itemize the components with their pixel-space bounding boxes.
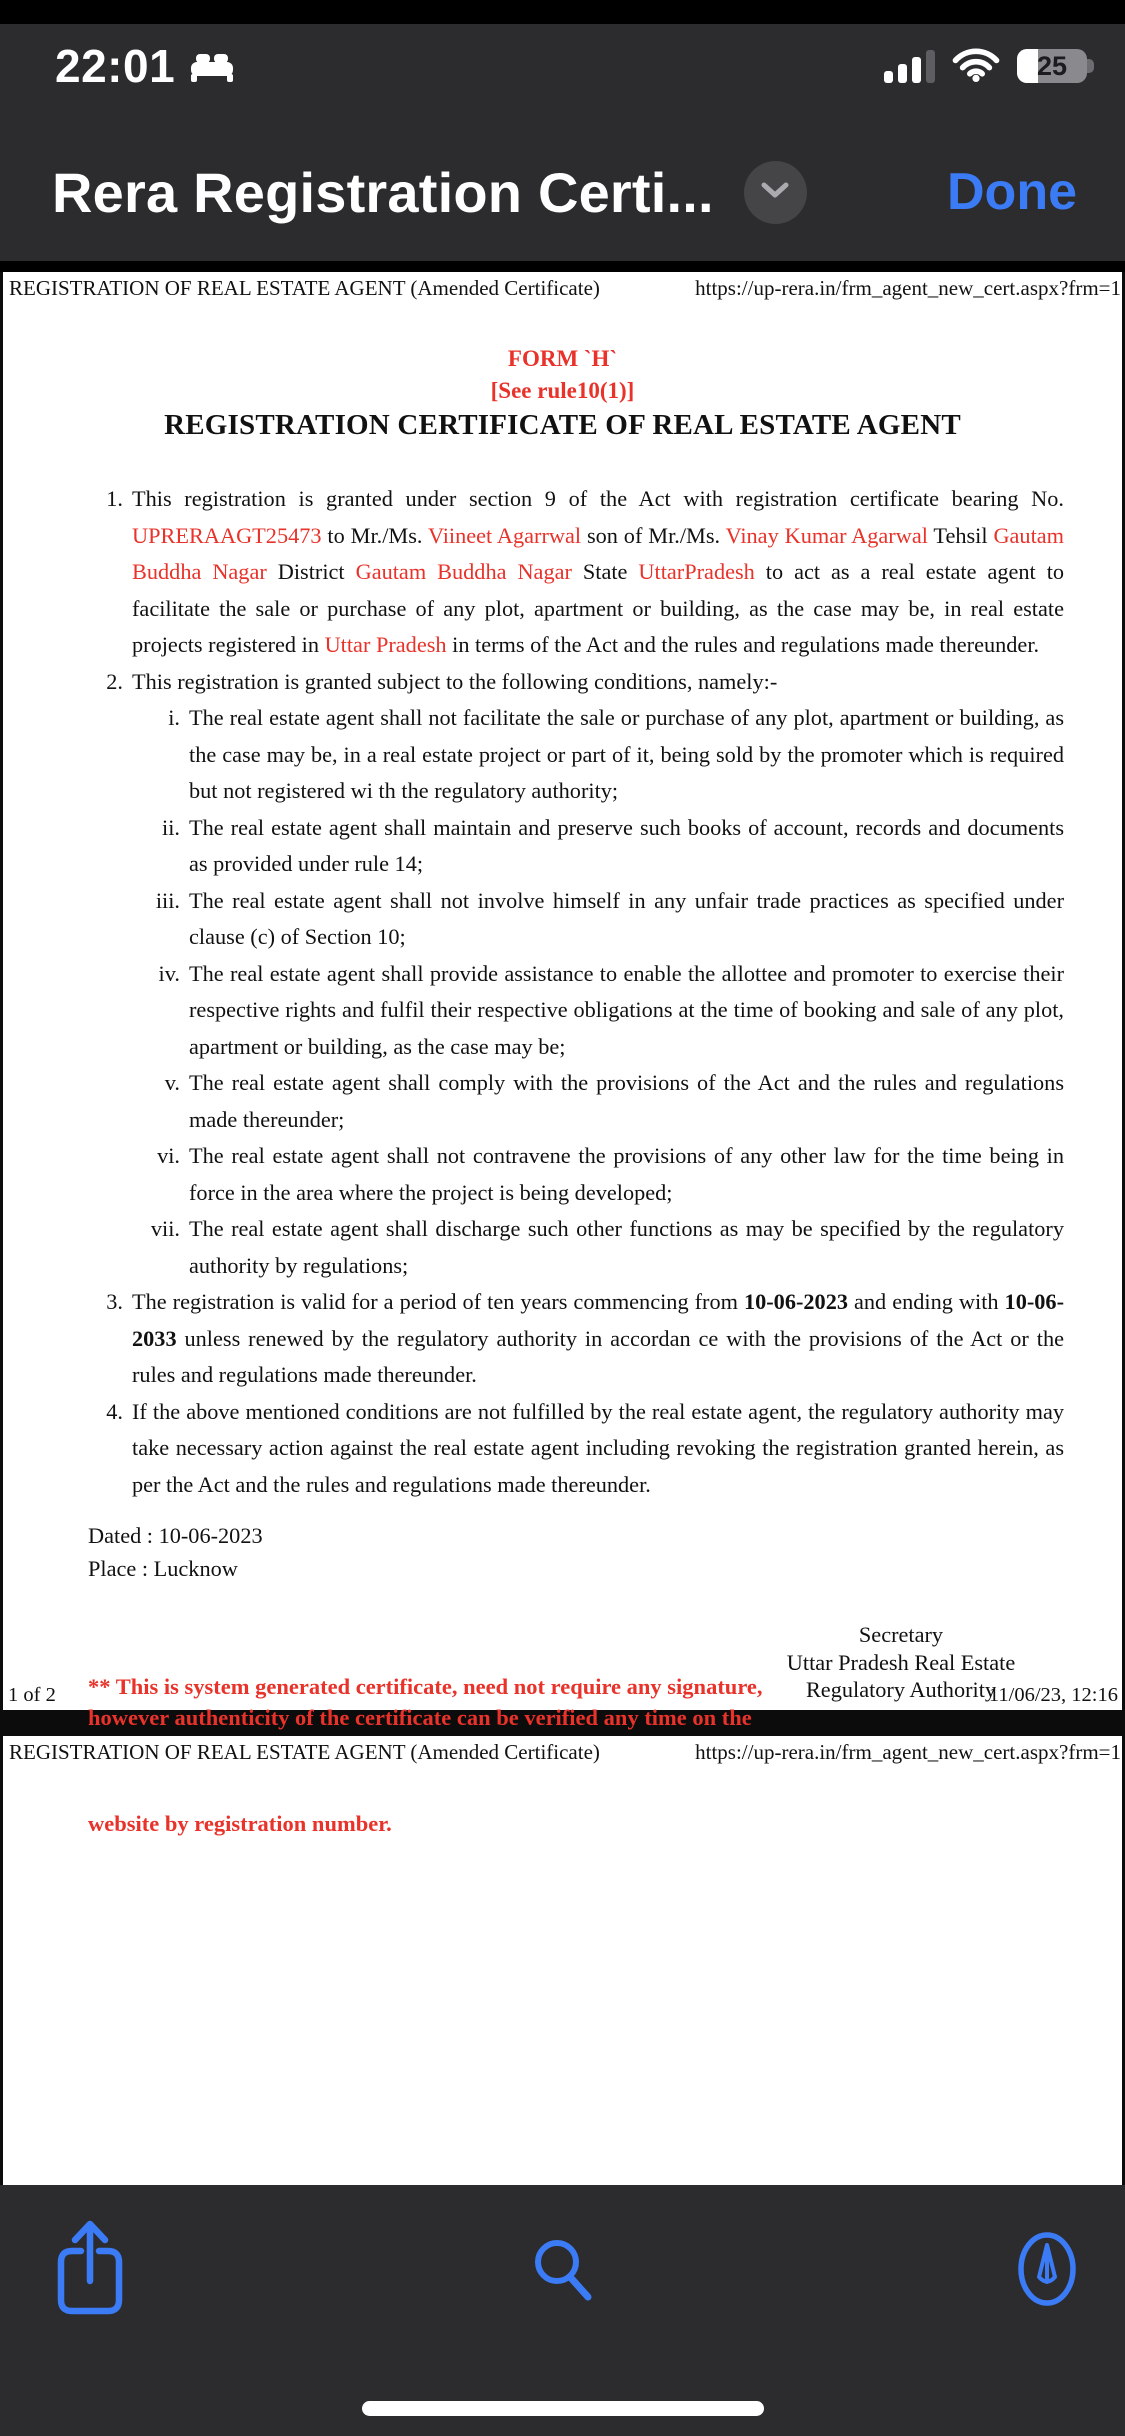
clause-4 <box>88 1394 1064 1504</box>
tehsil-name: Gautam Buddha Nagar <box>132 522 1065 584</box>
father-name: Vinay Kumar Agarwal <box>725 522 928 548</box>
certificate-title: REGISTRATION CERTIFICATE OF REAL ESTATE AGENT <box>164 409 961 441</box>
form-heading <box>3 343 1122 441</box>
project-state: Uttar Pradesh <box>324 632 447 657</box>
condition-text: The real estate agent shall not contravene the provisions of any other law for the time being in force in the area where the project is being developed; <box>189 1143 1064 1205</box>
condition-i <box>88 700 1064 810</box>
print-timestamp: 11/06/23, 12:16 <box>988 1684 1118 1706</box>
condition-text: The real estate agent shall not facilitate the sale or purchase of any plot, apartment or building, as the case may be, in a real estate project or part of it, being sold by the promoter which is required but not registered wi th the regulatory authority; <box>189 705 1064 803</box>
done-button[interactable]: Done <box>947 163 1077 221</box>
navigation-bar <box>52 150 1077 234</box>
clause-text: The registration is valid for a period of ten years commencing from 10-06-2023 and ending with 10-06-2033 unless renewed by the regulatory authority in accordan ce with the provisions of the Act or the rules and regulations made thereunder. <box>132 1289 1064 1387</box>
disclaimer-continuation: website by registration number. <box>88 1811 392 1836</box>
clause-number: 2. <box>106 668 123 694</box>
clause-2 <box>88 664 1064 701</box>
top-chrome <box>0 0 1125 272</box>
pdf-page-2 <box>3 1736 1122 2185</box>
pdf-page-1 <box>3 272 1122 1730</box>
share-button[interactable] <box>56 2219 124 2320</box>
clause-1 <box>88 481 1064 664</box>
condition-iv <box>88 956 1064 1066</box>
page-header-url: https://up-rera.in/frm_agent_new_cert.aspx?frm=1 <box>695 276 1121 300</box>
status-time: 22:01 <box>55 40 176 92</box>
condition-iii <box>88 883 1064 956</box>
battery-percent: 25 <box>1036 50 1068 81</box>
condition-text: The real estate agent shall maintain and preserve such books of account, records and documents as provided under rule 14; <box>189 814 1064 876</box>
page-count: 1 of 2 <box>8 1684 56 1706</box>
condition-text: The real estate agent shall not involve himself in any unfair trade practices as specified under clause (c) of Section 10; <box>189 887 1064 949</box>
chevron-down-icon <box>760 181 790 203</box>
condition-vi <box>88 1138 1064 1211</box>
condition-number: vii. <box>150 1216 180 1241</box>
home-indicator[interactable] <box>362 2401 764 2416</box>
clause-number: 1. <box>106 486 123 511</box>
district-name: Gautam Buddha Nagar <box>355 559 572 584</box>
battery-nub <box>1087 59 1094 73</box>
form-rule: [See rule10(1)] <box>490 378 635 403</box>
authority-name-line1: Uttar Pradesh Real Estate <box>786 1649 1016 1675</box>
share-icon <box>56 2305 124 2320</box>
condition-ii <box>88 810 1064 883</box>
form-number: FORM `H` <box>507 346 618 371</box>
pdf-scroll-area[interactable] <box>0 272 1125 2185</box>
agent-name: Viineet Agarrwal <box>427 522 582 548</box>
markup-button[interactable] <box>1017 2231 1077 2310</box>
condition-number: iii. <box>155 887 180 913</box>
disclaimer-line-1: ** This is system generated certificate, need not require any signature, <box>88 1674 763 1699</box>
status-bar <box>55 38 1087 94</box>
condition-text: The real estate agent shall provide assistance to enable the allottee and promoter to exercise their respective rights and fulfil their respective obligations at the time of booking and sale of any plot, apartment or building, as the case may be; <box>189 960 1064 1059</box>
page-header-url: https://up-rera.in/frm_agent_new_cert.aspx?frm=1 <box>695 1740 1121 1764</box>
condition-text: The real estate agent shall comply with the provisions of the Act and the rules and regulations made thereunder; <box>189 1070 1064 1132</box>
state-name: UttarPradesh <box>638 559 755 584</box>
page-header <box>3 1736 1122 1765</box>
search-button[interactable] <box>531 2237 595 2304</box>
certificate-body <box>88 481 1064 1503</box>
page-header <box>3 272 1122 301</box>
dated-place-block <box>88 1519 1122 1585</box>
signatory-title: Secretary <box>858 1622 944 1647</box>
clause-number: 4. <box>106 1398 123 1424</box>
nav-separator <box>0 261 1125 272</box>
markup-pen-icon <box>1017 2295 1077 2310</box>
clause-text: This registration is granted subject to the following conditions, namely:- <box>132 668 778 694</box>
battery-indicator <box>1017 49 1087 83</box>
document-title: Rera Registration Certi... <box>52 160 714 224</box>
condition-number: vi. <box>157 1143 180 1168</box>
page-header-title: REGISTRATION OF REAL ESTATE AGENT (Amended Certificate) <box>9 276 600 300</box>
registration-number: UPRERAAGT25473 <box>132 522 322 548</box>
condition-v <box>88 1065 1064 1138</box>
page-header-title: REGISTRATION OF REAL ESTATE AGENT (Amended Certificate) <box>9 1740 600 1764</box>
bottom-toolbar <box>0 2185 1125 2436</box>
top-bezel <box>0 0 1125 24</box>
place-line: Place : Lucknow <box>88 1556 238 1581</box>
condition-number: i. <box>168 705 180 730</box>
sleep-focus-icon <box>189 50 235 82</box>
condition-text: The real estate agent shall discharge such other functions as may be specified by the regulatory authority by regulations; <box>189 1216 1064 1278</box>
clause-number: 3. <box>106 1289 123 1314</box>
dated-line: Dated : 10-06-2023 <box>88 1523 263 1548</box>
wifi-icon <box>951 45 1001 87</box>
valid-to-date: 10-06-2033 <box>132 1289 1064 1351</box>
disclaimer-line-2: however authenticity of the certificate can be verified any time on the <box>88 1705 752 1730</box>
condition-vii <box>88 1211 1064 1284</box>
page1-footer <box>8 1684 1118 1707</box>
valid-from-date: 10-06-2023 <box>743 1289 848 1314</box>
cellular-signal-icon <box>884 50 935 83</box>
search-icon <box>531 2289 595 2304</box>
condition-number: iv. <box>158 960 180 986</box>
clause-text: If the above mentioned conditions are not fulfilled by the real estate agent, the regulatory authority may take necessary action against the real estate agent including revoking the registration granted herein, as per the Act and the rules and regulations made thereunder. <box>132 1398 1064 1497</box>
clause-text: This registration is granted under section 9 of the Act with registration certificate bearing No. UPRERAAGT25473 to Mr./Ms. Viineet Agarrwal son of Mr./Ms. Vinay Kumar Agarwal Tehsil Gautam Buddha Nagar District Gautam Buddha Nagar State UttarPradesh to act as a real estate agent to facilitate the sale or purchase of any plot, apartment or building, as the case may be, in real estate projects registered in Uttar Pradesh in terms of the Act and the rules and regulations made thereunder. <box>132 486 1065 657</box>
condition-number: v. <box>164 1070 180 1095</box>
authority-name-line2: Regulatory Authority <box>805 1677 997 1702</box>
clause-3 <box>88 1284 1064 1394</box>
title-menu-button[interactable] <box>744 161 807 224</box>
condition-number: ii. <box>162 814 180 840</box>
